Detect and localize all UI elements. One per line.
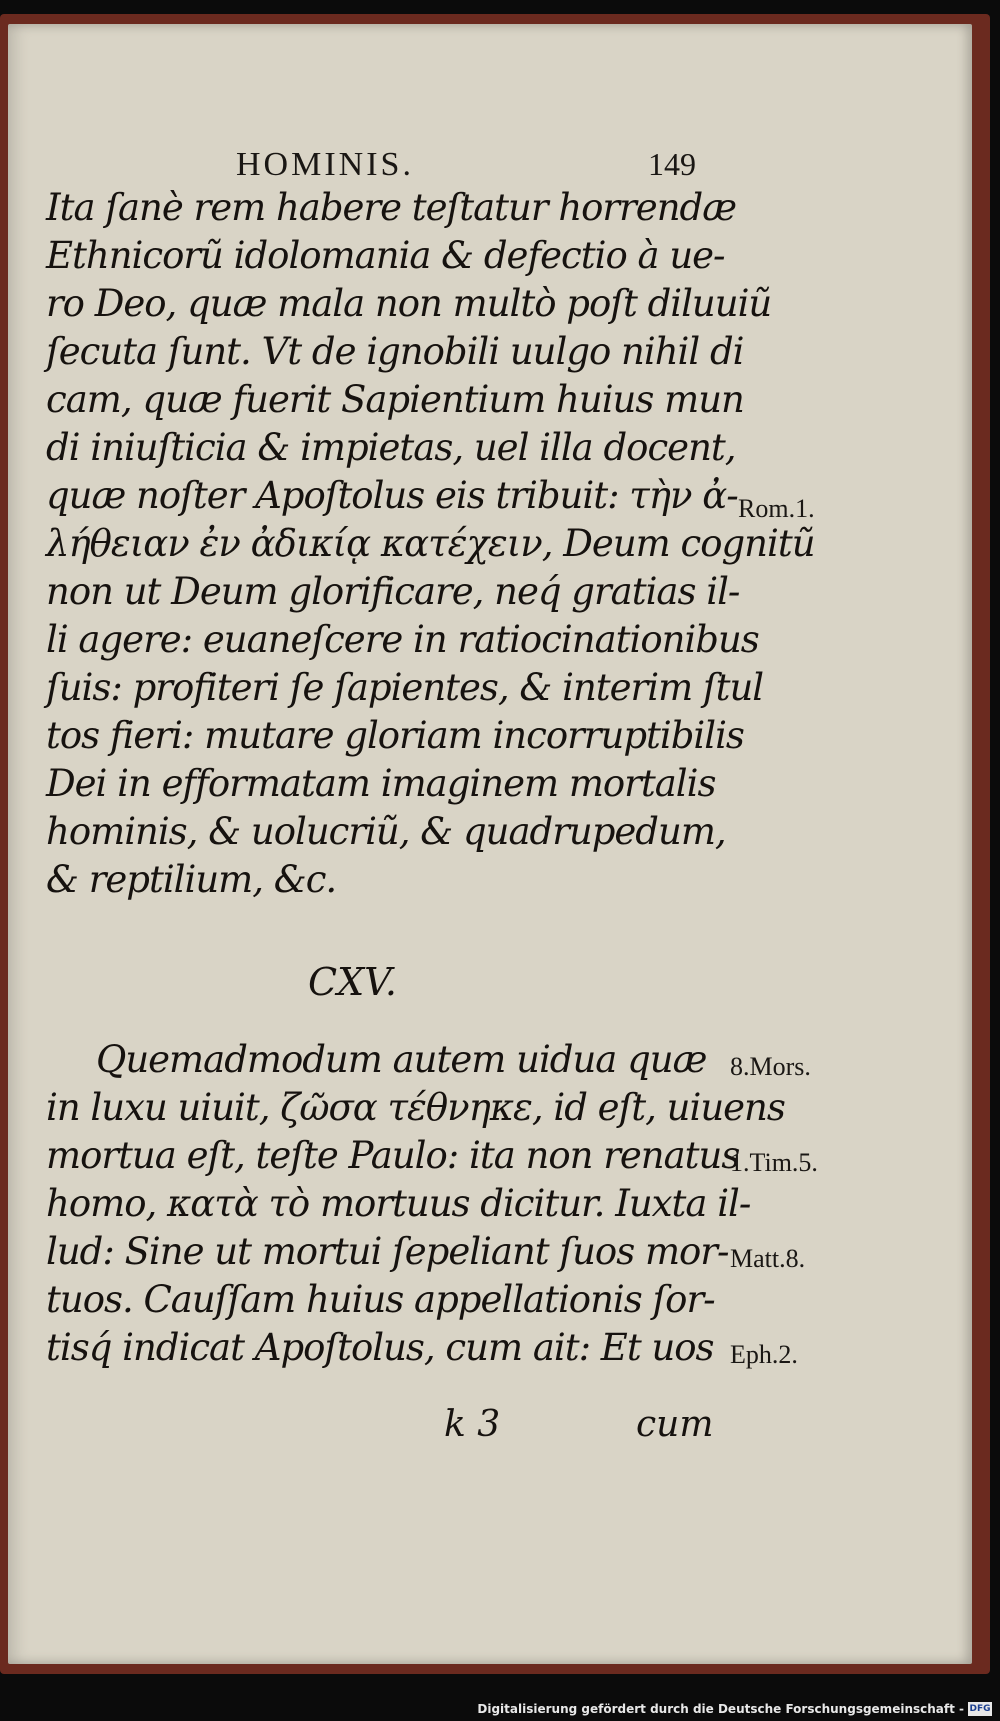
text-line: tisq́ indicat Apoſtolus, cum ait: Et uos — [46, 1326, 714, 1369]
text-line: di iniuſticia & impietas, uel illa docent, — [46, 426, 736, 469]
text-line: mortua eſt, teſte Paulo: ita non renatus — [46, 1134, 740, 1177]
dfg-logo-icon: DFG — [969, 1704, 991, 1714]
text-line: in luxu uiuit, ζῶσα τέθνηκε, id eſt, uiuens — [46, 1086, 785, 1129]
margin-note-eph: Eph.2. — [730, 1340, 798, 1369]
text-line: quæ noſter Apoſtolus eis tribuit: τὴν ἀ- — [46, 474, 738, 517]
funding-credit: Digitalisierung gefördert durch die Deutsche Forschungsgemeinschaft - — [477, 1702, 964, 1716]
text-line: homo, κατὰ τὸ mortuus dicitur. Iuxta il- — [46, 1182, 751, 1225]
page-header — [8, 146, 972, 190]
text-line: tos fieri: mutare gloriam incorruptibilis — [46, 714, 744, 757]
text-line: tuos. Cauſſam huius appellationis ſor- — [46, 1278, 715, 1321]
text-line: ro Deo, quæ mala non multò poſt diluuiũ — [46, 282, 772, 325]
book-page — [8, 24, 972, 1664]
text-line: Quemadmodum autem uidua quæ — [96, 1038, 707, 1081]
margin-note-rom: Rom.1. — [738, 494, 815, 523]
signature-mark: k 3 — [444, 1404, 501, 1445]
text-line: λήθειαν ἐν ἀδικίᾳ κατέχειν, Deum cognitũ — [46, 522, 815, 565]
text-line: li agere: euaneſcere in ratiocinationibus — [46, 618, 759, 661]
text-line: hominis, & uolucriũ, & quadrupedum, — [46, 810, 726, 853]
margin-note-mors: 8.Mors. — [730, 1052, 811, 1081]
page-number: 149 — [648, 146, 696, 182]
margin-note-tim: 1.Tim.5. — [730, 1148, 818, 1177]
text-line: Dei in efformatam imaginem mortalis — [46, 762, 716, 805]
catchword: cum — [636, 1404, 714, 1445]
text-line: ſecuta ſunt. Vt de ignobili uulgo nihil di — [46, 330, 744, 373]
text-line: Ethnicorũ idolomania & defectio à ue- — [46, 234, 725, 277]
text-line: ſuis: profiteri ſe ſapientes, & interim ſtul — [46, 666, 764, 709]
text-line: & reptilium, &c. — [46, 858, 337, 901]
digitization-footer — [0, 1700, 1000, 1721]
margin-note-matt: Matt.8. — [730, 1244, 806, 1273]
text-line: lud: Sine ut mortui ſepeliant ſuos mor- — [46, 1230, 729, 1273]
section-heading: CXV. — [308, 960, 398, 1004]
text-line: non ut Deum glorificare, neq́ gratias il- — [46, 570, 740, 613]
text-line: Ita ſanè rem habere teſtatur horrendæ — [46, 186, 736, 229]
text-line: cam, quæ fuerit Sapientium huius mun — [46, 378, 744, 421]
running-head: HOMINIS. — [236, 146, 414, 183]
